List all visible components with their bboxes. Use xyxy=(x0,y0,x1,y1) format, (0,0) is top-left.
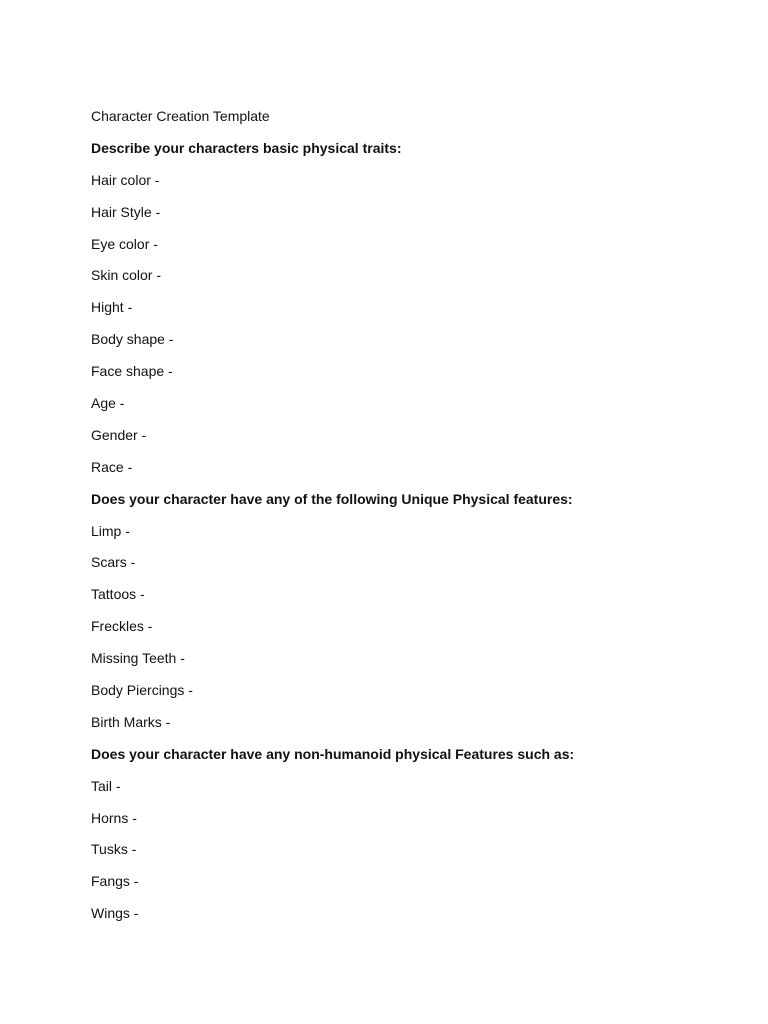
nonhumanoid-item: Wings - xyxy=(91,905,139,922)
section-heading: Does your character have any of the following Unique Physical features: xyxy=(91,490,573,507)
nonhumanoid-item: Tusks - xyxy=(91,841,137,858)
nonhumanoid-item: Fangs - xyxy=(91,873,139,890)
feature-item: Body Piercings - xyxy=(91,682,193,699)
trait-item: Age - xyxy=(91,395,125,412)
trait-item: Gender - xyxy=(91,426,147,443)
trait-item: Hight - xyxy=(91,299,133,316)
feature-item: Freckles - xyxy=(91,618,153,635)
feature-item: Limp - xyxy=(91,522,130,539)
trait-item: Body shape - xyxy=(91,331,174,348)
trait-item: Face shape - xyxy=(91,363,173,380)
trait-item: Eye color - xyxy=(91,235,158,252)
section-heading: Describe your characters basic physical traits: xyxy=(91,139,402,156)
feature-item: Missing Teeth - xyxy=(91,650,185,667)
trait-item: Hair color - xyxy=(91,171,160,188)
feature-item: Scars - xyxy=(91,554,136,571)
trait-item: Hair Style - xyxy=(91,203,161,220)
trait-item: Skin color - xyxy=(91,267,162,284)
document-title: Character Creation Template xyxy=(91,108,270,124)
nonhumanoid-item: Tail - xyxy=(91,777,121,794)
section-heading: Does your character have any non-humanoid physical Features such as: xyxy=(91,745,575,762)
feature-item: Birth Marks - xyxy=(91,713,171,730)
document-body xyxy=(91,107,731,936)
feature-item: Tattoos - xyxy=(91,586,145,603)
nonhumanoid-item: Horns - xyxy=(91,809,137,826)
trait-item: Race - xyxy=(91,458,133,475)
